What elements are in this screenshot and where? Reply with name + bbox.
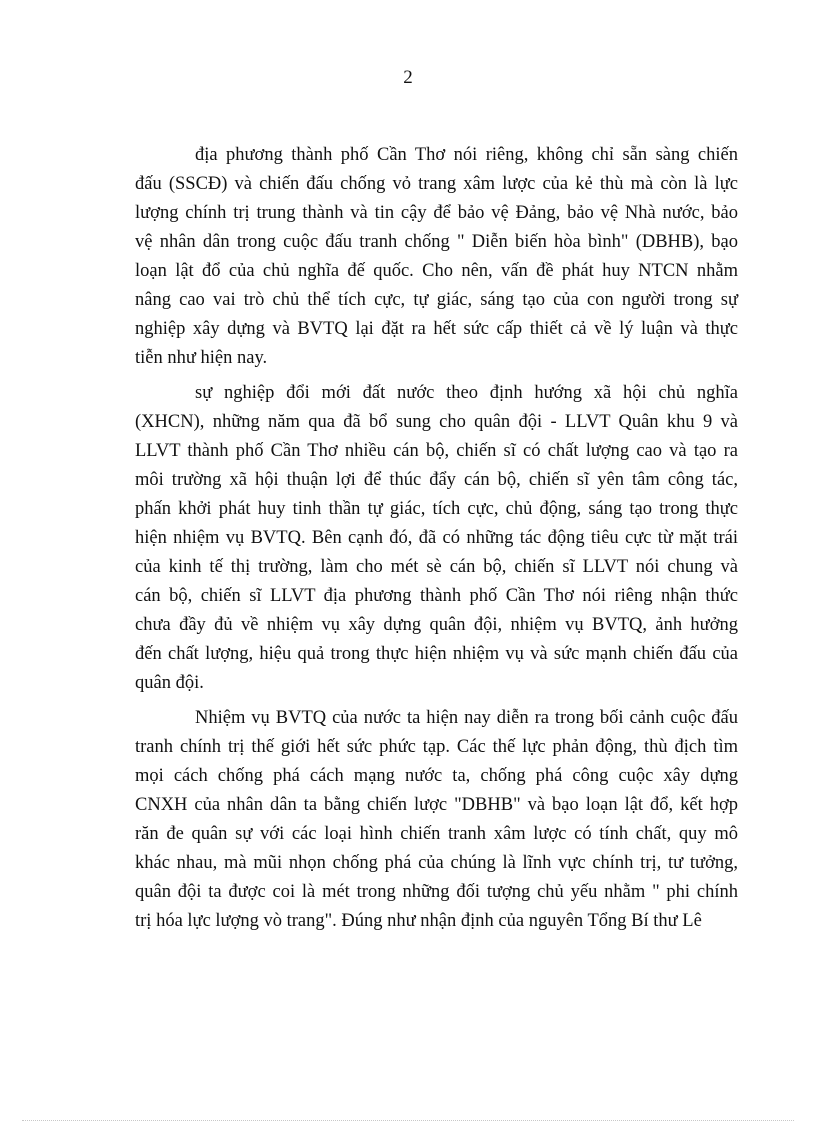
text-line: quân đội. (135, 673, 204, 693)
text-line: răn đe quân sự với các loại hình chiến tranh xâm lược có tính chất, quy mô (135, 824, 738, 844)
text-line: (XHCN), những năm qua đã bổ sung cho quân đội - LLVT Quân khu 9 và (135, 412, 738, 432)
text-line: của kinh tế thị trường, làm cho mét sè cán bộ, chiến sĩ LLVT nói chung và (135, 557, 738, 577)
text-line: tiễn như hiện nay. (135, 348, 268, 368)
text-line: hiện nhiệm vụ BVTQ. Bên cạnh đó, đã có những tác động tiêu cực từ mặt trái (135, 528, 738, 548)
text-line: sự nghiệp đổi mới đất nước theo định hướng xã hội chủ nghĩa (195, 383, 738, 403)
text-line: lượng chính trị trung thành và tin cậy để bảo vệ Đảng, bảo vệ Nhà nước, bảo (135, 203, 738, 223)
paragraph (135, 141, 738, 373)
text-line: trị hóa lực lượng vò trang". Đúng như nhận định của nguyên Tổng Bí thư Lê (135, 911, 702, 931)
text-line: phấn khởi phát huy tinh thần tự giác, tích cực, chủ động, sáng tạo trong thực (135, 499, 738, 519)
page-bottom-divider (22, 1120, 794, 1121)
text-line: địa phương thành phố Cần Thơ nói riêng, không chỉ sẵn sàng chiến (195, 145, 738, 165)
text-line: quân đội ta được coi là mét trong những đối tượng chủ yếu nhằm " phi chính (135, 882, 738, 902)
text-line: Nhiệm vụ BVTQ của nước ta hiện nay diễn ra trong bối cảnh cuộc đấu (195, 708, 738, 728)
text-line: loạn lật đổ của chủ nghĩa đế quốc. Cho nên, vấn đề phát huy NTCN nhằm (135, 261, 738, 281)
paragraph (135, 379, 738, 698)
text-line: vệ nhân dân trong cuộc đấu tranh chống " Diễn biến hòa bình" (DBHB), bạo (135, 232, 738, 252)
text-line: LLVT thành phố Cần Thơ nhiều cán bộ, chiến sĩ có chất lượng cao và tạo ra (135, 441, 738, 461)
paragraph (135, 704, 738, 936)
text-line: nghiệp xây dựng và BVTQ lại đặt ra hết sức cấp thiết cả về lý luận và thực (135, 319, 738, 339)
text-line: chưa đầy đủ về nhiệm vụ xây dựng quân đội, nhiệm vụ BVTQ, ảnh hưởng (135, 615, 738, 635)
text-line: môi trường xã hội thuận lợi để thúc đẩy cán bộ, chiến sĩ yên tâm công tác, (135, 470, 738, 490)
text-line: cán bộ, chiến sĩ LLVT địa phương thành phố Cần Thơ nói riêng nhận thức (135, 586, 738, 606)
text-line: đấu (SSCĐ) và chiến đấu chống vỏ trang xâm lược của kẻ thù mà còn là lực (135, 174, 738, 194)
text-line: tranh chính trị thế giới hết sức phức tạp. Các thế lực phản động, thù địch tìm (135, 737, 738, 757)
text-line: đến chất lượng, hiệu quả trong thực hiện nhiệm vụ và sức mạnh chiến đấu của (135, 644, 738, 664)
page-number: 2 (403, 67, 413, 88)
text-line: mọi cách chống phá cách mạng nước ta, chống phá công cuộc xây dựng (135, 766, 738, 786)
text-line: khác nhau, mà mũi nhọn chống phá của chúng là lĩnh vực chính trị, tư tưởng, (135, 853, 738, 873)
document-body (135, 141, 738, 942)
text-line: CNXH của nhân dân ta bằng chiến lược "DBHB" và bạo loạn lật đổ, kết hợp (135, 795, 738, 815)
text-line: nâng cao vai trò chủ thể tích cực, tự giác, sáng tạo của con người trong sự (135, 290, 738, 310)
